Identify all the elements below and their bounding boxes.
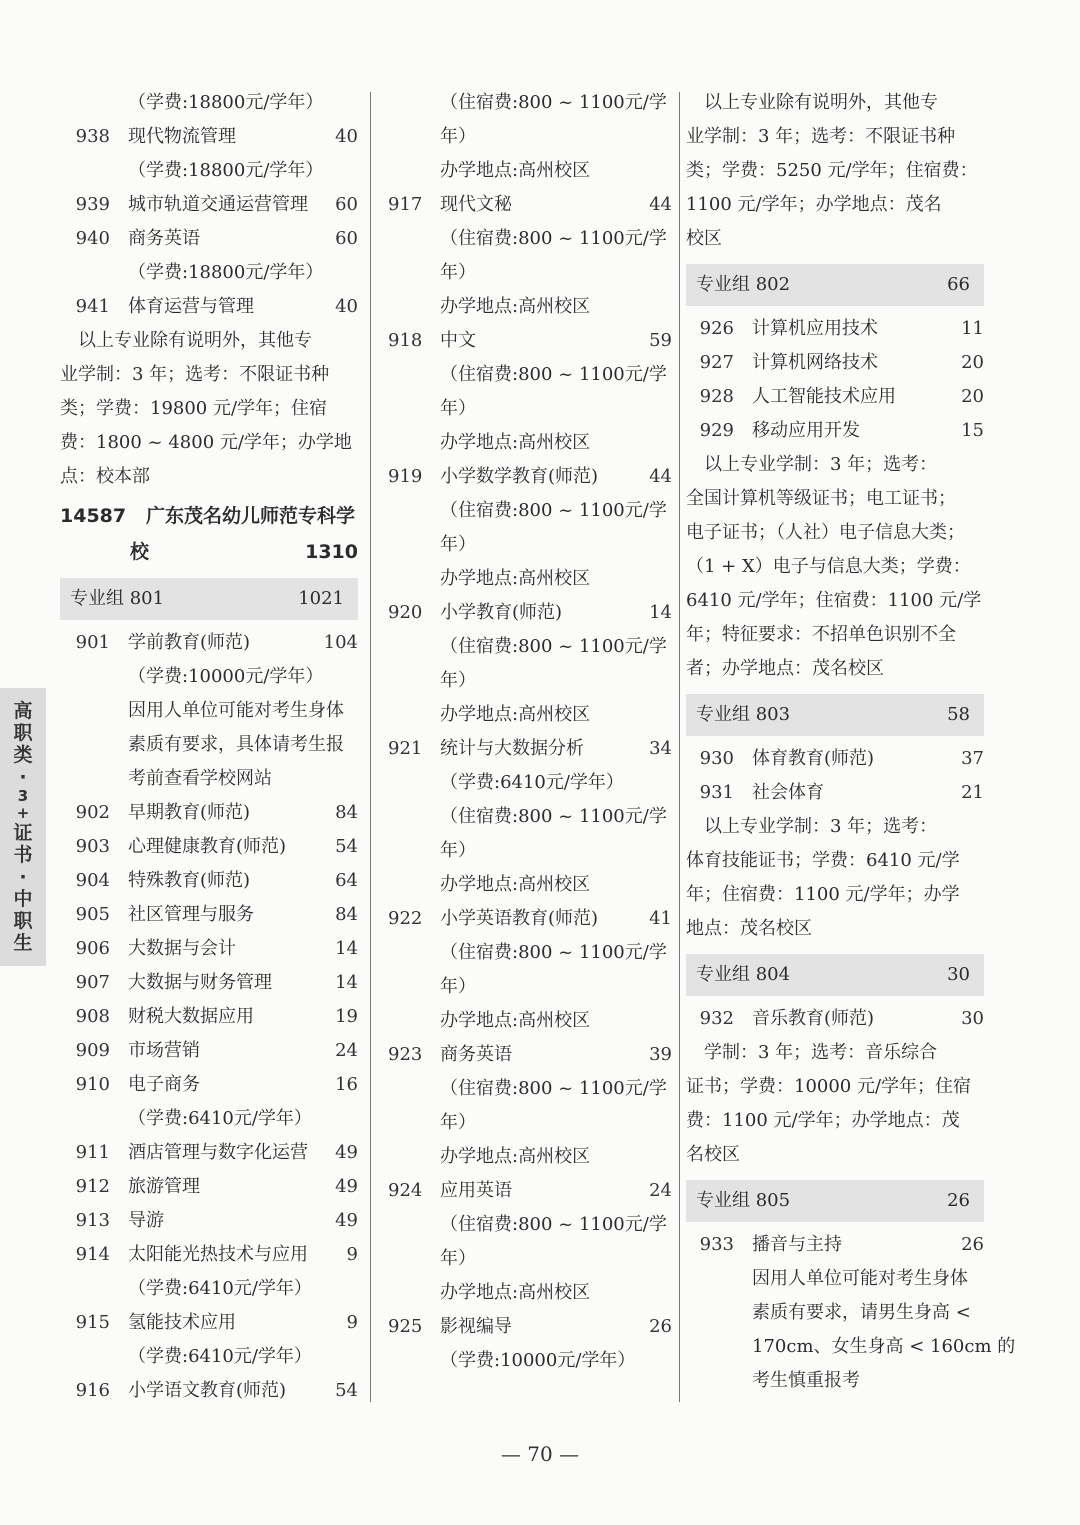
column-divider bbox=[679, 92, 680, 1402]
dorm-fee-note: 年） bbox=[440, 670, 476, 691]
program-row bbox=[60, 1000, 358, 1034]
group-label: 专业组 801 bbox=[70, 588, 165, 609]
program-code: 916 bbox=[75, 1380, 110, 1401]
program-quota: 37 bbox=[961, 748, 984, 769]
group-header bbox=[60, 578, 358, 620]
dorm-fee-note: （住宿费:800 ~ 1100元/学 bbox=[440, 1214, 667, 1235]
note-line: 类；学费：19800 元/学年；住宿 bbox=[60, 398, 328, 419]
side-tab-char: 类 bbox=[13, 744, 33, 766]
program-row bbox=[388, 1174, 672, 1208]
program-name: 应用英语 bbox=[440, 1180, 512, 1201]
program-row bbox=[60, 1068, 358, 1102]
group-total: 1021 bbox=[298, 588, 344, 609]
note-line: 以上专业除有说明外，其他专 bbox=[60, 330, 312, 351]
program-quota: 26 bbox=[649, 1316, 672, 1337]
side-tab-char: 3 bbox=[17, 787, 29, 805]
fee-note: （学费:10000元/学年） bbox=[128, 666, 324, 687]
program-name: 音乐教育(师范) bbox=[752, 1008, 875, 1029]
dorm-fee-note: （住宿费:800 ~ 1100元/学 bbox=[440, 500, 667, 521]
program-name: 心理健康教育(师范) bbox=[128, 836, 287, 857]
program-quota: 34 bbox=[649, 738, 672, 759]
program-row bbox=[60, 188, 358, 222]
program-name: 现代物流管理 bbox=[128, 126, 236, 147]
program-row bbox=[686, 1228, 984, 1262]
program-name: 统计与大数据分析 bbox=[440, 738, 584, 759]
program-row bbox=[60, 1170, 358, 1204]
program-row bbox=[686, 742, 984, 776]
program-code: 924 bbox=[388, 1180, 423, 1201]
program-row bbox=[60, 1374, 358, 1408]
group-note bbox=[686, 1036, 984, 1172]
program-code: 923 bbox=[388, 1044, 423, 1065]
program-row bbox=[388, 1310, 672, 1344]
campus-note: 办学地点:高州校区 bbox=[440, 568, 591, 589]
program-quota: 26 bbox=[961, 1234, 984, 1255]
side-tab-char: 书 bbox=[13, 844, 33, 866]
note-line: 考生慎重报考 bbox=[752, 1370, 860, 1391]
program-code: 913 bbox=[75, 1210, 110, 1231]
program-quota: 104 bbox=[323, 632, 358, 653]
school-name: 广东茂名幼儿师范专科学 bbox=[145, 505, 355, 527]
program-name: 特殊教育(师范) bbox=[128, 870, 251, 891]
program-quota: 44 bbox=[649, 466, 672, 487]
program-name: 酒店管理与数字化运营 bbox=[128, 1142, 308, 1163]
program-code: 921 bbox=[388, 738, 423, 759]
program-quota: 49 bbox=[335, 1142, 358, 1163]
fee-note: （学费:18800元/学年） bbox=[128, 160, 324, 181]
group-total: 58 bbox=[947, 704, 970, 725]
program-quota: 40 bbox=[335, 296, 358, 317]
fee-note: （学费:10000元/学年） bbox=[440, 1350, 636, 1371]
dorm-fee-note: （住宿费:800 ~ 1100元/学 bbox=[440, 636, 667, 657]
note-line: 业学制：3 年；选考：不限证书种 bbox=[686, 126, 956, 147]
program-name: 体育教育(师范) bbox=[752, 748, 875, 769]
note-line: 素质有要求，具体请考生报 bbox=[128, 734, 344, 755]
program-name: 小学英语教育(师范) bbox=[440, 908, 599, 929]
program-name: 计算机网络技术 bbox=[752, 352, 878, 373]
program-name: 商务英语 bbox=[440, 1044, 512, 1065]
program-name: 市场营销 bbox=[128, 1040, 200, 1061]
program-row bbox=[60, 1238, 358, 1272]
side-tab-char: 高 bbox=[13, 700, 33, 722]
program-code: 919 bbox=[388, 466, 423, 487]
campus-note: 办学地点:高州校区 bbox=[440, 1282, 591, 1303]
program-name: 旅游管理 bbox=[128, 1176, 200, 1197]
program-row bbox=[686, 380, 984, 414]
dorm-fee-note: 年） bbox=[440, 1248, 476, 1269]
program-quota: 60 bbox=[335, 228, 358, 249]
group-label: 专业组 803 bbox=[696, 704, 791, 725]
program-code: 917 bbox=[388, 194, 423, 215]
note-line: 费：1100 元/学年；办学地点：茂 bbox=[686, 1110, 960, 1131]
note-line: 素质有要求，请男生身高 < bbox=[752, 1302, 971, 1323]
side-tab bbox=[0, 688, 46, 966]
program-code: 939 bbox=[75, 194, 110, 215]
program-code: 904 bbox=[75, 870, 110, 891]
program-row bbox=[60, 796, 358, 830]
program-name: 影视编导 bbox=[440, 1316, 512, 1337]
column-2 bbox=[388, 86, 672, 1378]
note-line: 1100 元/学年；办学地点：茂名 bbox=[686, 194, 942, 215]
program-row bbox=[686, 414, 984, 448]
program-quota: 49 bbox=[335, 1210, 358, 1231]
program-quota: 60 bbox=[335, 194, 358, 215]
note-line: 以上专业学制：3 年；选考： bbox=[686, 454, 938, 475]
group-total: 26 bbox=[947, 1190, 970, 1211]
dorm-fee-note: 年） bbox=[440, 1112, 476, 1133]
group-header bbox=[686, 694, 984, 736]
program-code: 909 bbox=[75, 1040, 110, 1061]
program-row bbox=[60, 1204, 358, 1238]
program-code: 920 bbox=[388, 602, 423, 623]
program-code: 911 bbox=[75, 1142, 110, 1163]
note-line: 点：校本部 bbox=[60, 466, 150, 487]
note-line: 年；住宿费：1100 元/学年；办学 bbox=[686, 884, 960, 905]
program-name: 财税大数据应用 bbox=[128, 1006, 254, 1027]
campus-note: 办学地点:高州校区 bbox=[440, 704, 591, 725]
note-line: 因用人单位可能对考生身体 bbox=[128, 700, 344, 721]
column-1 bbox=[60, 86, 358, 1408]
program-quota: 44 bbox=[649, 194, 672, 215]
program-row bbox=[60, 290, 358, 324]
dorm-fee-note: 年） bbox=[440, 262, 476, 283]
school-name: 校 bbox=[130, 541, 150, 563]
group-header bbox=[686, 1180, 984, 1222]
program-code: 929 bbox=[699, 420, 734, 441]
program-code: 910 bbox=[75, 1074, 110, 1095]
program-code: 907 bbox=[75, 972, 110, 993]
program-row bbox=[60, 898, 358, 932]
side-tab-char: · bbox=[19, 766, 27, 788]
program-quota: 14 bbox=[335, 938, 358, 959]
campus-note: 办学地点:高州校区 bbox=[440, 1010, 591, 1031]
dorm-fee-note: 年） bbox=[440, 534, 476, 555]
program-name: 学前教育(师范) bbox=[128, 632, 251, 653]
note-line: 体育技能证书；学费：6410 元/学 bbox=[686, 850, 960, 871]
dorm-fee-note: （住宿费:800 ~ 1100元/学 bbox=[440, 1078, 667, 1099]
group-label: 专业组 805 bbox=[696, 1190, 791, 1211]
program-row bbox=[388, 732, 672, 766]
group-total: 66 bbox=[947, 274, 970, 295]
program-quota: 9 bbox=[346, 1312, 358, 1333]
program-row bbox=[60, 222, 358, 256]
program-row bbox=[686, 312, 984, 346]
note-line: 证书；学费：10000 元/学年；住宿 bbox=[686, 1076, 972, 1097]
program-name: 社会体育 bbox=[752, 782, 824, 803]
program-name: 小学数学教育(师范) bbox=[440, 466, 599, 487]
program-quota: 84 bbox=[335, 802, 358, 823]
program-row bbox=[60, 864, 358, 898]
side-tab-char: 生 bbox=[13, 932, 33, 954]
program-row bbox=[60, 120, 358, 154]
program-name: 早期教育(师范) bbox=[128, 802, 251, 823]
campus-note: 办学地点:高州校区 bbox=[440, 874, 591, 895]
program-row bbox=[60, 932, 358, 966]
school-code: 14587 bbox=[60, 505, 127, 527]
fee-note: （学费:18800元/学年） bbox=[128, 262, 324, 283]
note-line: （1 + X）电子与信息大类；学费： bbox=[686, 556, 971, 577]
dorm-fee-note: 年） bbox=[440, 976, 476, 997]
program-code: 927 bbox=[699, 352, 734, 373]
campus-note: 办学地点:高州校区 bbox=[440, 160, 591, 181]
program-quota: 54 bbox=[335, 836, 358, 857]
program-code: 940 bbox=[75, 228, 110, 249]
page-number: — 70 — bbox=[500, 1442, 580, 1466]
program-name: 人工智能技术应用 bbox=[752, 386, 896, 407]
side-tab-char: 职 bbox=[13, 910, 33, 932]
group-note bbox=[60, 324, 358, 494]
school-heading bbox=[60, 498, 358, 570]
dorm-fee-note: 年） bbox=[440, 840, 476, 861]
dorm-fee-note: 年） bbox=[440, 398, 476, 419]
group-label: 专业组 804 bbox=[696, 964, 791, 985]
program-row bbox=[388, 460, 672, 494]
program-name: 小学语文教育(师范) bbox=[128, 1380, 287, 1401]
program-code: 906 bbox=[75, 938, 110, 959]
dorm-fee-note: 年） bbox=[440, 126, 476, 147]
program-quota: 39 bbox=[649, 1044, 672, 1065]
program-name: 移动应用开发 bbox=[752, 420, 860, 441]
program-code: 928 bbox=[699, 386, 734, 407]
program-name: 电子商务 bbox=[128, 1074, 200, 1095]
fee-note: （学费:18800元/学年） bbox=[128, 92, 324, 113]
program-quota: 16 bbox=[335, 1074, 358, 1095]
program-row bbox=[686, 776, 984, 810]
program-code: 915 bbox=[75, 1312, 110, 1333]
program-row bbox=[686, 1002, 984, 1036]
campus-note: 办学地点:高州校区 bbox=[440, 432, 591, 453]
program-name: 中文 bbox=[440, 330, 476, 351]
program-quota: 14 bbox=[649, 602, 672, 623]
program-row bbox=[686, 346, 984, 380]
note-line: 全国计算机等级证书；电工证书； bbox=[686, 488, 956, 509]
fee-note: （学费:6410元/学年） bbox=[128, 1278, 312, 1299]
program-code: 931 bbox=[699, 782, 734, 803]
note-line: 考前查看学校网站 bbox=[128, 768, 272, 789]
side-tab-char: 职 bbox=[13, 722, 33, 744]
group-label: 专业组 802 bbox=[696, 274, 791, 295]
program-quota: 41 bbox=[649, 908, 672, 929]
program-row bbox=[60, 966, 358, 1000]
program-quota: 49 bbox=[335, 1176, 358, 1197]
side-tab-char: 中 bbox=[13, 888, 33, 910]
note-line: 电子证书；（人社）电子信息大类； bbox=[686, 522, 965, 543]
note-line: 因用人单位可能对考生身体 bbox=[752, 1268, 968, 1289]
program-quota: 19 bbox=[335, 1006, 358, 1027]
program-code: 914 bbox=[75, 1244, 110, 1265]
program-row bbox=[60, 830, 358, 864]
program-code: 926 bbox=[699, 318, 734, 339]
program-quota: 30 bbox=[961, 1008, 984, 1029]
dorm-fee-note: （住宿费:800 ~ 1100元/学 bbox=[440, 364, 667, 385]
program-code: 918 bbox=[388, 330, 423, 351]
program-name: 计算机应用技术 bbox=[752, 318, 878, 339]
note-line: 费：1800 ~ 4800 元/学年；办学地 bbox=[60, 432, 352, 453]
program-quota: 20 bbox=[961, 386, 984, 407]
note-line: 地点：茂名校区 bbox=[686, 918, 812, 939]
column-3 bbox=[686, 86, 1016, 1398]
program-name: 大数据与财务管理 bbox=[128, 972, 272, 993]
program-quota: 40 bbox=[335, 126, 358, 147]
program-quota: 14 bbox=[335, 972, 358, 993]
group-note bbox=[686, 448, 984, 686]
program-quota: 11 bbox=[961, 318, 984, 339]
group-note bbox=[686, 810, 984, 946]
program-row bbox=[60, 1034, 358, 1068]
note-line: 年；特征要求：不招单色识别不全 bbox=[686, 624, 956, 645]
program-code: 902 bbox=[75, 802, 110, 823]
program-code: 933 bbox=[699, 1234, 734, 1255]
program-quota: 15 bbox=[961, 420, 984, 441]
side-tab-char: · bbox=[19, 866, 27, 888]
program-name: 小学教育(师范) bbox=[440, 602, 563, 623]
group-total: 30 bbox=[947, 964, 970, 985]
program-name: 现代文秘 bbox=[440, 194, 512, 215]
campus-note: 办学地点:高州校区 bbox=[440, 296, 591, 317]
program-code: 908 bbox=[75, 1006, 110, 1027]
program-code: 912 bbox=[75, 1176, 110, 1197]
program-row bbox=[388, 1038, 672, 1072]
program-row bbox=[60, 1306, 358, 1340]
program-row bbox=[388, 596, 672, 630]
dorm-fee-note: （住宿费:800 ~ 1100元/学 bbox=[440, 92, 667, 113]
fee-note: （学费:6410元/学年） bbox=[440, 772, 624, 793]
program-name: 导游 bbox=[128, 1210, 164, 1231]
column-divider bbox=[370, 92, 371, 1402]
program-code: 930 bbox=[699, 748, 734, 769]
fee-note: （学费:6410元/学年） bbox=[128, 1346, 312, 1367]
school-total: 1310 bbox=[305, 541, 358, 563]
dorm-fee-note: （住宿费:800 ~ 1100元/学 bbox=[440, 228, 667, 249]
program-code: 941 bbox=[75, 296, 110, 317]
program-code: 922 bbox=[388, 908, 423, 929]
note-line: 者；办学地点：茂名校区 bbox=[686, 658, 884, 679]
group-note bbox=[686, 86, 984, 256]
note-line: 名校区 bbox=[686, 1144, 740, 1165]
program-quota: 20 bbox=[961, 352, 984, 373]
fee-note: （学费:6410元/学年） bbox=[128, 1108, 312, 1129]
program-quota: 24 bbox=[335, 1040, 358, 1061]
program-row bbox=[388, 188, 672, 222]
program-name: 大数据与会计 bbox=[128, 938, 236, 959]
program-code: 932 bbox=[699, 1008, 734, 1029]
side-tab-char: + bbox=[16, 804, 30, 822]
dorm-fee-note: （住宿费:800 ~ 1100元/学 bbox=[440, 942, 667, 963]
group-header bbox=[686, 954, 984, 996]
program-row bbox=[60, 1136, 358, 1170]
program-code: 901 bbox=[75, 632, 110, 653]
note-line: 6410 元/学年；住宿费：1100 元/学 bbox=[686, 590, 982, 611]
program-code: 938 bbox=[75, 126, 110, 147]
program-row bbox=[388, 324, 672, 358]
program-name: 体育运营与管理 bbox=[128, 296, 254, 317]
dorm-fee-note: （住宿费:800 ~ 1100元/学 bbox=[440, 806, 667, 827]
program-quota: 54 bbox=[335, 1380, 358, 1401]
group-header bbox=[686, 264, 984, 306]
campus-note: 办学地点:高州校区 bbox=[440, 1146, 591, 1167]
program-row bbox=[388, 902, 672, 936]
note-line: 校区 bbox=[686, 228, 722, 249]
program-name: 氢能技术应用 bbox=[128, 1312, 236, 1333]
program-name: 社区管理与服务 bbox=[128, 904, 254, 925]
program-quota: 59 bbox=[649, 330, 672, 351]
program-quota: 64 bbox=[335, 870, 358, 891]
program-quota: 9 bbox=[346, 1244, 358, 1265]
note-line: 以上专业学制：3 年；选考： bbox=[686, 816, 938, 837]
program-name: 太阳能光热技术与应用 bbox=[128, 1244, 308, 1265]
program-code: 903 bbox=[75, 836, 110, 857]
note-line: 学制：3 年；选考：音乐综合 bbox=[686, 1042, 938, 1063]
program-quota: 21 bbox=[961, 782, 984, 803]
program-code: 905 bbox=[75, 904, 110, 925]
note-line: 业学制：3 年；选考：不限证书种 bbox=[60, 364, 330, 385]
program-name: 播音与主持 bbox=[752, 1234, 842, 1255]
program-name: 城市轨道交通运营管理 bbox=[128, 194, 308, 215]
note-line: 170cm、女生身高 < 160cm 的 bbox=[752, 1336, 1016, 1357]
side-tab-char: 证 bbox=[13, 822, 33, 844]
program-quota: 24 bbox=[649, 1180, 672, 1201]
note-line: 以上专业除有说明外，其他专 bbox=[686, 92, 938, 113]
program-quota: 84 bbox=[335, 904, 358, 925]
program-code: 925 bbox=[388, 1316, 423, 1337]
note-line: 类；学费：5250 元/学年；住宿费： bbox=[686, 160, 978, 181]
program-row bbox=[60, 626, 358, 660]
program-name: 商务英语 bbox=[128, 228, 200, 249]
